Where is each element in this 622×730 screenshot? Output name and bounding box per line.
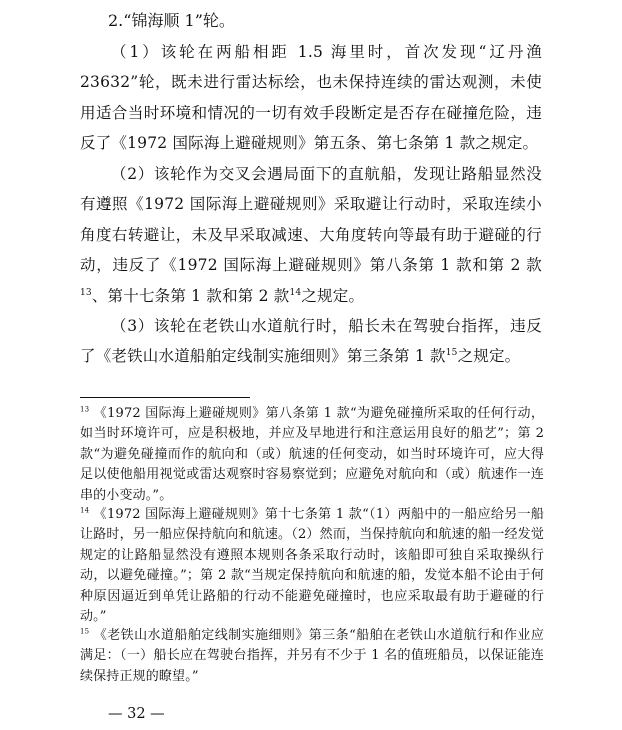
- page-number: — 32 —: [108, 706, 165, 722]
- footnote-15: [80, 626, 544, 687]
- footnote-14-marker: 14: [80, 506, 90, 515]
- footnote-14: [80, 505, 544, 627]
- footnote-ref-14[interactable]: 14: [289, 287, 302, 298]
- footnote-13: [80, 404, 544, 506]
- footnote-13-marker: 13: [80, 405, 90, 414]
- footnote-13-text: 《1972 国际海上避碰规则》第八条第 1 款“为避免碰撞所采取的任何行动，如当时环境许可，应是积极地，并应及早地进行和注意运用良好的船艺”；第 2 款“为避免碰撞而作的航向和（或）航速的任何变动，如当时环境许可，应大得足以使他船用视觉或雷达观察时容易察觉到；应避免对航向和（或）航速作一连串的小变动。”。: [80, 406, 544, 503]
- paragraph-2-text-a: （2）该轮作为交叉会遇局面下的直航船，发现让路船显然没有遵照《1972 国际海上避碰规则》采取避让行动时，采取连续小角度右转避让，未及早采取减速、大角度转向等最有助于避碰的行动，违反了《1972 国际海上避碰规则》第八条第 1 款和第 2 款: [80, 165, 542, 275]
- footnote-ref-13[interactable]: 13: [80, 287, 92, 298]
- paragraph-1-text: （1）该轮在两船相距 1.5 海里时，首次发现“辽丹渔 23632”轮，既未进行雷达标绘，也未保持连续的雷达观测，未使用适合当时环境和情况的一切有效手段断定是否存在碰撞危险，违反了《1972 国际海上避碰规则》第五条、第七条第 1 款之规定。: [80, 43, 542, 153]
- paragraph-3: [80, 311, 542, 372]
- footnote-15-text: 《老铁山水道船舶定线制实施细则》第三条“船舶在老铁山水道航行和作业应满足：（一）船长应在驾驶台指挥，并另有不少于 1 名的值班船员，以保证能连续保持正规的瞭望。”: [80, 628, 544, 684]
- footnote-ref-15[interactable]: 15: [445, 348, 458, 359]
- paragraph-3-text-b: 之规定。: [457, 347, 521, 366]
- paragraph-3-text-a: （3）该轮在老铁山水道航行时，船长未在驾驶台指挥，违反了《老铁山水道船舶定线制实施细则》第三条第 1 款: [80, 317, 542, 366]
- section-heading: 2.“锦海顺 1”轮。: [108, 11, 235, 30]
- footnote-separator: [80, 397, 250, 398]
- paragraph-2: [80, 159, 542, 311]
- paragraph-2-text-c: 之规定。: [301, 286, 365, 305]
- footnote-14-text: 《1972 国际海上避碰规则》第十七条第 1 款“（1）两船中的一船应给另一船让路时，另一船应保持航向和航速。（2）然而，当保持航向和航速的船一经发觉规定的让路船显然没有遵照本规则各条采取行动时，该船即可独自采取操纵行动，以避免碰撞。”；第 2 款“当规定保持航向和航速的船，发觉本船不论由于何种原因逼近到单凭让路船的行动不能避免碰撞时，也应采取最有助于避碰的行动。”: [80, 507, 544, 625]
- footnote-15-marker: 15: [80, 627, 90, 636]
- paragraph-1: [80, 37, 542, 159]
- paragraph-2-text-b: 、第十七条第 1 款和第 2 款: [91, 286, 290, 305]
